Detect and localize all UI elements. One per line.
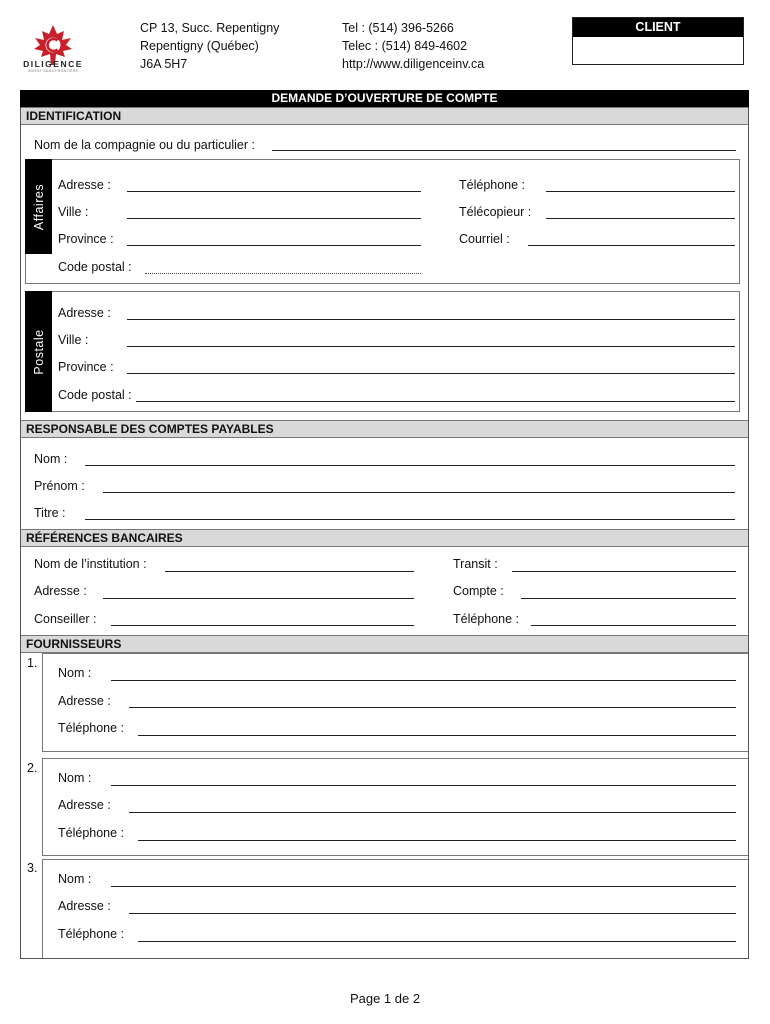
supplier-address-label: Adresse : [58,798,111,812]
payables-firstname-field[interactable] [103,492,735,493]
supplier-number: 2. [27,761,38,775]
affaires-box [25,159,740,284]
supplier-2-phone-field[interactable] [138,840,736,841]
bank-institution-label: Nom de l’institution : [34,557,147,571]
affaires-city-field[interactable] [127,218,421,219]
affaires-fax-field[interactable] [546,218,735,219]
bank-phone-field[interactable] [531,625,736,626]
supplier-phone-label: Téléphone : [58,927,125,941]
address-line: J6A 5H7 [140,57,188,71]
phone-line: Tel : (514) 396-5266 [342,21,454,35]
company-name-field[interactable] [272,150,736,151]
section-bank-heading: RÉFÉRENCES BANCAIRES [21,529,748,547]
supplier-3-address-field[interactable] [129,913,736,914]
client-label: CLIENT [573,18,743,37]
supplier-phone-label: Téléphone : [58,721,125,735]
postale-city-field[interactable] [127,346,735,347]
supplier-box [42,859,748,958]
supplier-name-label: Nom : [58,666,92,680]
supplier-name-label: Nom : [58,872,92,886]
bank-account-label: Compte : [453,584,504,598]
affaires-fax-label: Télécopieur : [459,205,532,219]
affaires-phone-field[interactable] [546,191,735,192]
client-number-field[interactable] [573,37,743,64]
bank-transit-field[interactable] [512,571,736,572]
bank-transit-label: Transit : [453,557,498,571]
bank-account-field[interactable] [521,598,736,599]
affaires-province-field[interactable] [127,245,421,246]
affaires-city-label: Ville : [58,205,89,219]
affaires-address-field[interactable] [127,191,421,192]
section-suppliers-heading: FOURNISSEURS [21,635,748,653]
company-name-label: Nom de la compagnie ou du particulier : [34,138,255,152]
postale-address-field[interactable] [127,319,735,320]
postale-box [25,291,740,412]
supplier-3-phone-field[interactable] [138,941,736,942]
company-address [140,19,279,73]
supplier-2-address-field[interactable] [129,812,736,813]
affaires-email-field[interactable] [528,245,735,246]
bank-advisor-label: Conseiller : [34,612,97,626]
postale-postal-field[interactable] [136,401,735,402]
supplier-number: 3. [27,861,38,875]
supplier-3-name-field[interactable] [111,886,736,887]
logo-tagline: INVEST SANS FRONTIÈRE [27,69,79,73]
supplier-address-label: Adresse : [58,899,111,913]
supplier-address-label: Adresse : [58,694,111,708]
supplier-2-name-field[interactable] [111,785,736,786]
postale-postal-label: Code postal : [58,388,132,402]
supplier-box [42,758,748,856]
postale-city-label: Ville : [58,333,89,347]
client-box [572,17,744,65]
supplier-1-phone-field[interactable] [138,735,736,736]
address-line: Repentigny (Québec) [140,39,259,53]
supplier-box [42,653,748,752]
payables-firstname-label: Prénom : [34,479,85,493]
affaires-province-label: Province : [58,232,114,246]
supplier-phone-label: Téléphone : [58,826,125,840]
page-number: Page 1 de 2 [349,991,421,1006]
form-title: DEMANDE D’OUVERTURE DE COMPTE [20,90,749,107]
bank-advisor-field[interactable] [111,625,414,626]
postale-tab: Postale [25,291,52,412]
website-link[interactable]: http://www.diligenceinv.ca [342,57,485,71]
postale-province-label: Province : [58,360,114,374]
supplier-number: 1. [27,656,38,670]
section-payables-heading: RESPONSABLE DES COMPTES PAYABLES [21,420,748,438]
company-contact [342,19,484,73]
bank-institution-field[interactable] [165,571,414,572]
payables-name-field[interactable] [85,465,735,466]
supplier-1-name-field[interactable] [111,680,736,681]
fax-line: Telec : (514) 849-4602 [342,39,468,53]
postale-province-field[interactable] [127,373,735,374]
affaires-tab: Affaires [25,159,52,254]
affaires-postal-field[interactable] [145,273,421,274]
bank-address-label: Adresse : [34,584,87,598]
payables-name-label: Nom : [34,452,68,466]
supplier-name-label: Nom : [58,771,92,785]
bank-address-field[interactable] [103,598,414,599]
postale-address-label: Adresse : [58,306,111,320]
payables-title-label: Titre : [34,506,66,520]
supplier-1-address-field[interactable] [129,707,736,708]
logo-wordmark: DILIGENCE [23,59,83,69]
payables-title-field[interactable] [85,519,735,520]
affaires-postal-label: Code postal : [58,260,132,274]
section-identification-heading: IDENTIFICATION [21,107,748,125]
address-line: CP 13, Succ. Repentigny [140,21,280,35]
bank-phone-label: Téléphone : [453,612,520,626]
affaires-address-label: Adresse : [58,178,111,192]
affaires-email-label: Courriel : [459,232,510,246]
affaires-phone-label: Téléphone : [459,178,526,192]
